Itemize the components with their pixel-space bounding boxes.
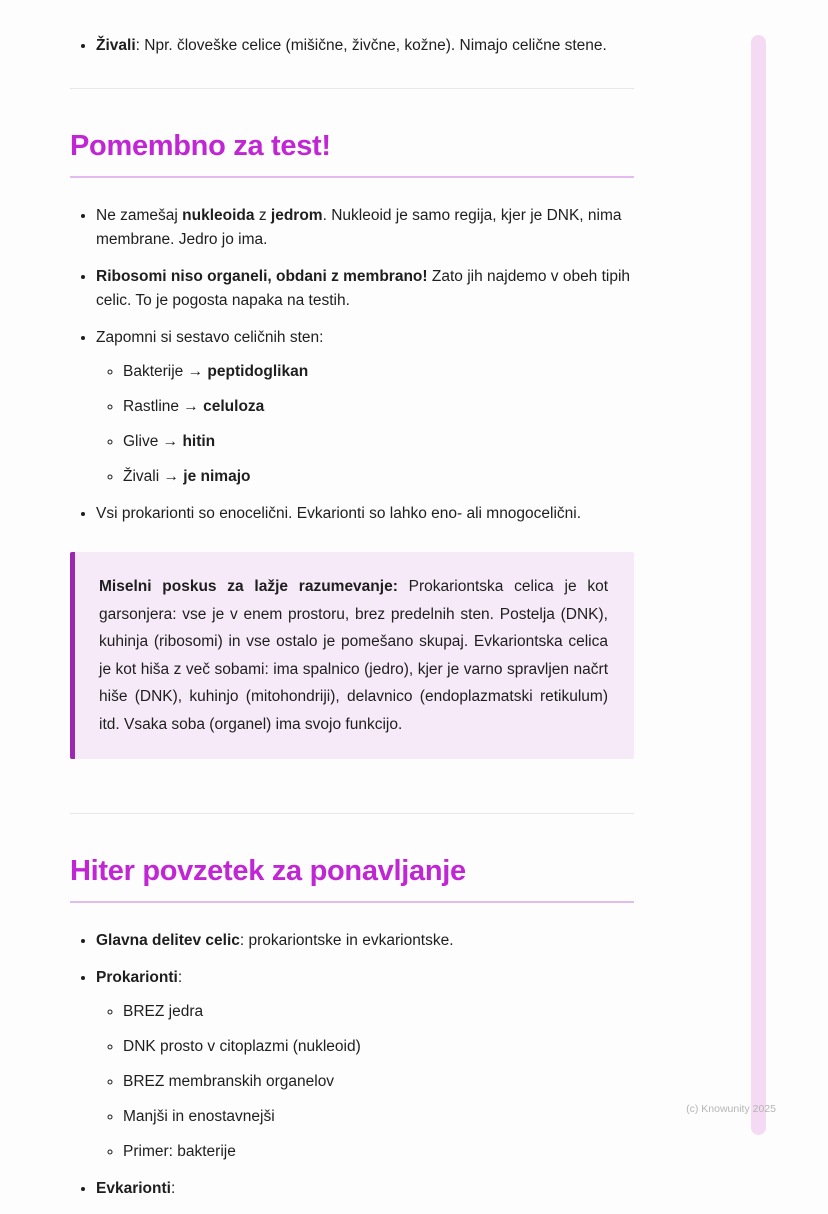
bullet-text: Evkarionti:: [96, 1180, 176, 1197]
bullet-text: Rastline → celuloza: [123, 398, 265, 415]
sub-bullet-item: [123, 395, 634, 419]
sub-bullet-item: [123, 1000, 634, 1024]
sub-bullet-item: [123, 1070, 634, 1094]
bullet-text: Glive → hitin: [123, 433, 216, 450]
sub-bullet-item: [123, 430, 634, 454]
bullet-text: BREZ jedra: [123, 1003, 204, 1020]
bullet-text: Manjši in enostavnejši: [123, 1108, 275, 1125]
summary-list: [70, 929, 634, 1201]
bullet-item: [96, 34, 634, 58]
bullet-item: [96, 929, 634, 953]
bullet-text: Ne zamešaj nukleoida z jedrom. Nukleoid je samo regija, kjer je DNK, nima membrane. Jedro jo ima.: [96, 207, 622, 248]
bullet-text: Ribosomi niso organeli, obdani z membrano! Zato jih najdemo v obeh tipih celic. To je pogosta napaka na testih.: [96, 268, 631, 309]
bullet-text: BREZ membranskih organelov: [123, 1073, 335, 1090]
section-title-povzetek: Hiter povzetek za ponavljanje: [70, 855, 466, 887]
bullet-text: Zapomni si sestavo celičnih sten:: [96, 329, 324, 346]
bullet-item: [96, 502, 634, 526]
intro-list: [70, 34, 634, 58]
bullet-text: Prokarionti:: [96, 969, 183, 986]
test-tips-list: [70, 204, 634, 526]
section-divider: [70, 88, 634, 89]
prokarionti-sublist: [96, 1000, 634, 1164]
bullet-item: [96, 966, 634, 1164]
callout-box: [70, 552, 634, 759]
bullet-item: [96, 265, 634, 313]
cell-wall-sublist: [96, 360, 634, 489]
bullet-item: [96, 1177, 634, 1201]
sub-bullet-item: [123, 1105, 634, 1129]
bullet-text: Bakterije → peptidoglikan: [123, 363, 309, 380]
section-divider: [70, 813, 634, 814]
section-title-pomembno: Pomembno za test!: [70, 130, 331, 162]
bullet-text: Živali: Npr. človeške celice (mišične, živčne, kožne). Nimajo celične stene.: [96, 37, 607, 54]
sub-bullet-item: [123, 1035, 634, 1059]
bullet-text: Glavna delitev celic: prokariontske in evkariontske.: [96, 932, 454, 949]
bullet-text: Vsi prokarionti so enocelični. Evkarionti so lahko eno- ali mnogocelični.: [96, 505, 582, 522]
bullet-item: [96, 204, 634, 252]
bullet-text: Primer: bakterije: [123, 1143, 236, 1160]
scrollbar-track[interactable]: [751, 35, 766, 1135]
page-content: [70, 0, 634, 1214]
sub-bullet-item: [123, 360, 634, 384]
callout-text: Miselni poskus za lažje razumevanje: Prokariontska celica je kot garsonjera: vse je v enem prostoru, brez predelnih sten. Postelja (DNK), kuhinja (ribosomi) in vse ostalo je pomešano skupaj. Evkariontska celica je kot hiša z več sobami: ima spalnico (jedro), kjer je varno spravljen načrt hiše (DNK), kuhinjo (mitohondriji), delavnico (endoplazmatski retikulum) itd. Vsaka soba (organel) ima svojo funkcijo.: [99, 578, 608, 733]
sub-bullet-item: [123, 465, 634, 489]
bullet-text: Živali → je nimajo: [123, 468, 251, 485]
bullet-item: [96, 326, 634, 489]
watermark-credit: (c) Knowunity 2025: [686, 1103, 776, 1115]
sub-bullet-item: [123, 1140, 634, 1164]
bullet-text: DNK prosto v citoplazmi (nukleoid): [123, 1038, 361, 1055]
